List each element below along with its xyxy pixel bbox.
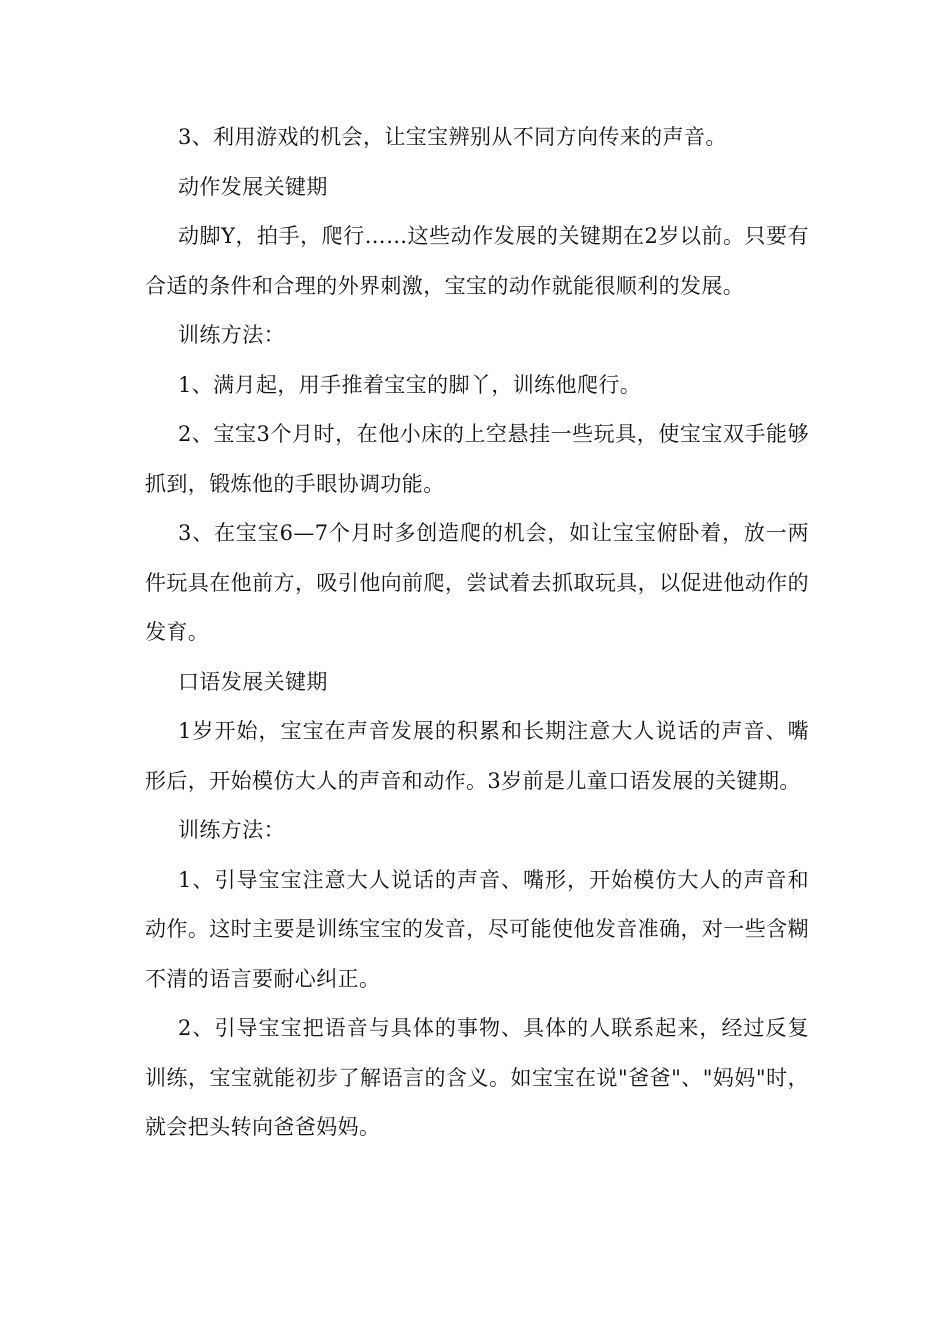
paragraph-motor-step-3: 3、在宝宝6—7个月时多创造爬的机会，如让宝宝俯卧着，放一两件玩具在他前方，吸引他向前爬，尝试着去抓取玩具，以促进他动作的发育。 <box>145 521 809 644</box>
paragraph-motor-intro: 动脚Y，拍手，爬行……这些动作发展的关键期在2岁以前。只要有合适的条件和合理的外界刺激，宝宝的动作就能很顺利的发展。 <box>145 224 809 298</box>
paragraph-speech-step-2: 2、引导宝宝把语音与具体的事物、具体的人联系起来，经过反复训练，宝宝就能初步了解语言的含义。如宝宝在说"爸爸"、"妈妈"时，就会把头转向爸爸妈妈。 <box>145 1016 809 1139</box>
paragraph-motor-step-2: 2、宝宝3个月时，在他小床的上空悬挂一些玩具，使宝宝双手能够抓到，锻炼他的手眼协调功能。 <box>145 422 809 496</box>
training-method-label: 训练方法： <box>178 323 285 347</box>
paragraph-speech-intro: 1岁开始，宝宝在声音发展的积累和长期注意大人说话的声音、嘴形后，开始模仿大人的声音和动作。3岁前是儿童口语发展的关键期。 <box>145 719 809 793</box>
paragraph-motor-step-1: 1、满月起，用手推着宝宝的脚丫，训练他爬行。 <box>178 372 642 397</box>
paragraph-tip-3: 3、利用游戏的机会，让宝宝辨别从不同方向传来的声音。 <box>178 125 727 149</box>
paragraph-speech-step-1: 1、引导宝宝注意大人说话的声音、嘴形，开始模仿大人的声音和动作。这时主要是训练宝宝的发音，尽可能使他发音准确，对一些含糊不清的语言要耐心纠正。 <box>145 867 809 991</box>
section-heading-motor: 动作发展关键期 <box>178 174 328 199</box>
section-heading-speech: 口语发展关键期 <box>178 669 328 694</box>
training-method-label: 训练方法： <box>178 818 285 842</box>
document-body <box>145 113 809 1153</box>
